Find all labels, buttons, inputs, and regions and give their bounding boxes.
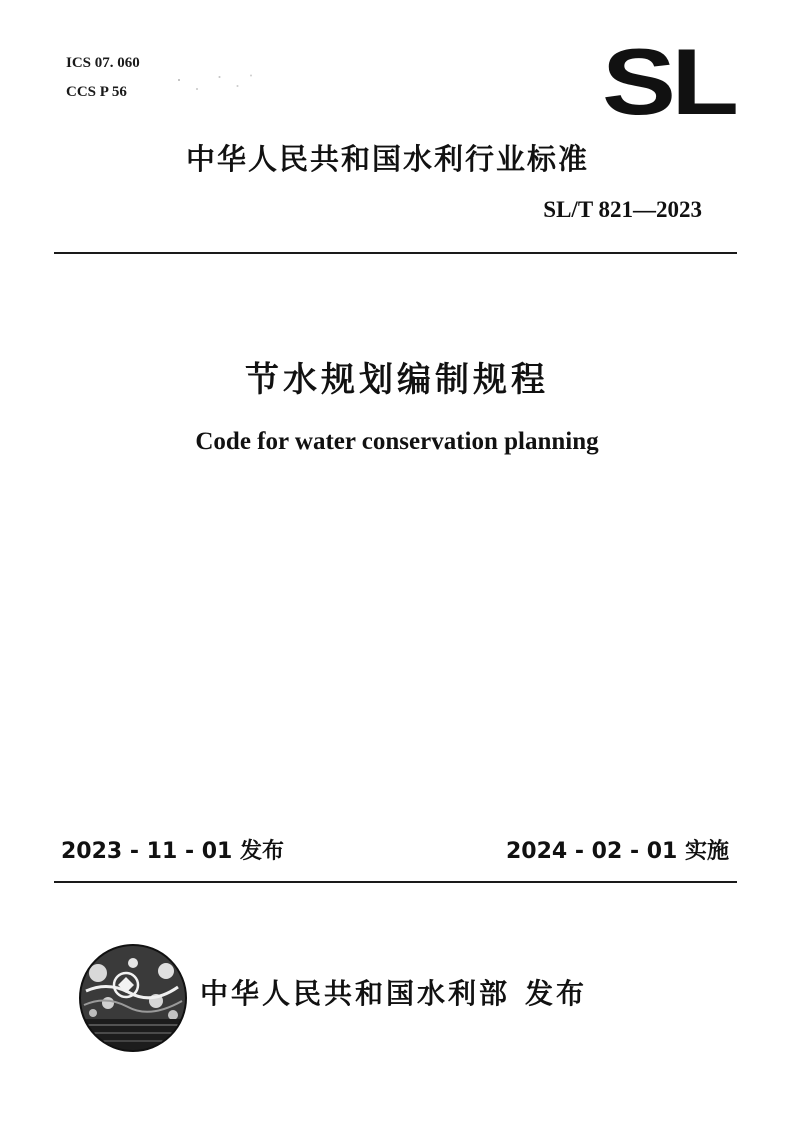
top-divider: [54, 252, 737, 254]
bottom-divider: [54, 881, 737, 883]
sl-logo: SL: [602, 29, 735, 134]
ccs-code: CCS P 56: [66, 84, 127, 100]
issue-date: 2023 - 11 - 01 发布: [61, 839, 285, 864]
title-chinese: 节水规划编制规程: [245, 360, 549, 400]
publish-label: 发布: [525, 977, 588, 1010]
seal-icon: [78, 943, 188, 1053]
print-speckle: [170, 68, 260, 98]
standard-number: SL/T 821—2023: [543, 197, 702, 222]
publisher-name: 中华人民共和国水利部: [200, 977, 511, 1010]
ics-code: ICS 07. 060: [66, 55, 140, 71]
standard-category: 中华人民共和国水利行业标准: [186, 142, 590, 176]
anti-counterfeit-seal: [78, 943, 188, 1053]
implementation-date: 2024 - 02 - 01 实施: [506, 839, 730, 864]
title-english: Code for water conservation planning: [195, 428, 599, 455]
